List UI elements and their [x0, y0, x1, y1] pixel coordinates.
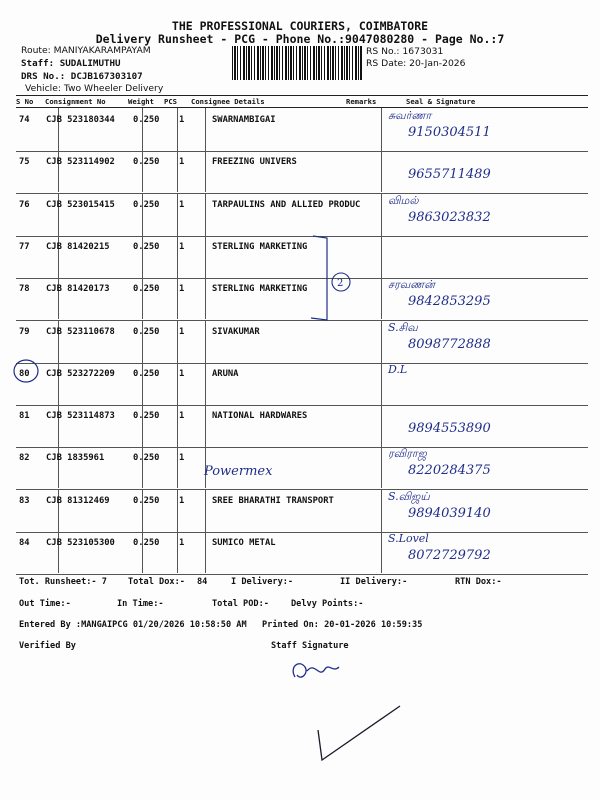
- column-divider: [381, 150, 382, 192]
- row-weight: 0.250: [133, 284, 160, 295]
- bracket-count: 2: [337, 278, 344, 289]
- column-divider: [381, 531, 382, 573]
- table-row: [16, 278, 588, 321]
- i-delivery: I Delivery:-: [231, 577, 294, 587]
- row-phone: 8098772888: [408, 336, 491, 352]
- column-divider: [177, 193, 178, 235]
- row-consignee: FREEZING UNIVERS: [212, 157, 297, 168]
- table-row: [16, 109, 588, 152]
- row-weight: 0.250: [133, 411, 160, 422]
- row-pcs: 1: [179, 284, 185, 295]
- row-consignee: SIVAKUMAR: [212, 326, 260, 337]
- row-weight: 0.250: [133, 453, 160, 464]
- staff-label: Staff: SUDALIMUTHU: [21, 58, 121, 69]
- rs-date-label: RS Date: 20-Jan-2026: [366, 58, 466, 69]
- row-weight: 0.250: [133, 368, 160, 379]
- row-sno: 78: [19, 284, 30, 295]
- column-divider: [381, 489, 382, 531]
- col-weight: Weight: [128, 97, 154, 106]
- barcode: [232, 46, 362, 80]
- row-signature: ரவிராஜ: [388, 447, 427, 461]
- header-bottom-rule: [16, 107, 588, 108]
- column-divider: [177, 489, 178, 531]
- column-divider: [381, 108, 382, 150]
- row-phone: 9894553890: [408, 421, 491, 437]
- row-sno: 82: [19, 453, 30, 464]
- row-pcs: 1: [179, 411, 185, 422]
- row-phone: 9894039140: [408, 505, 491, 521]
- row-weight: 0.250: [133, 157, 160, 168]
- row-sno: 80: [19, 368, 30, 379]
- row-weight: 0.250: [133, 115, 160, 125]
- row-consignee: STERLING MARKETING: [212, 284, 308, 295]
- table-row: [16, 490, 588, 533]
- row-consignment-no: CJB 81312469: [46, 495, 110, 506]
- row-sno: 84: [19, 538, 30, 548]
- column-divider: [205, 362, 206, 404]
- total-dox-value: 84: [197, 577, 208, 587]
- column-divider: [205, 150, 206, 192]
- row-pcs: 1: [179, 453, 185, 464]
- row-consignment-no: CJB 81420215: [46, 241, 110, 252]
- col-consignment: Consignment No: [45, 97, 106, 106]
- row-sno: 79: [19, 326, 30, 337]
- col-pcs: PCS: [164, 97, 177, 106]
- row-weight: 0.250: [133, 538, 160, 548]
- row-pcs: 1: [179, 199, 185, 210]
- rtn-dox: RTN Dox:-: [455, 577, 502, 587]
- row-signature: D.L: [388, 362, 408, 376]
- row-consignment-no: CJB 523110678: [46, 326, 115, 337]
- row-consignee: STERLING MARKETING: [212, 241, 308, 252]
- bracket-mark: [305, 232, 355, 324]
- entered-by: Entered By :MANGAIPCG 01/20/2026 10:58:50 AM: [19, 620, 247, 630]
- row-signature: விமல்: [388, 193, 419, 207]
- table-row: [16, 194, 588, 237]
- column-divider: [205, 489, 206, 531]
- delvy-points: Delvy Points:-: [291, 599, 364, 609]
- row-consignee: NATIONAL HARDWARES: [212, 411, 308, 422]
- row-sno: 83: [19, 495, 30, 506]
- row-consignee: SREE BHARATHI TRANSPORT: [212, 495, 334, 506]
- row-consignment-no: CJB 81420173: [46, 284, 110, 295]
- row-consignment-no: CJB 523015415: [46, 199, 115, 210]
- column-divider: [205, 531, 206, 573]
- drs-label: DRS No.: DCJB167303107: [21, 71, 143, 82]
- rs-no-label: RS No.: 1673031: [366, 46, 444, 57]
- row-80-circle: [12, 358, 42, 384]
- row-consignee: SUMICO METAL: [212, 538, 276, 548]
- company-title: THE PROFESSIONAL COURIERS, COIMBATORE: [171, 19, 429, 33]
- row-phone: 9150304511: [408, 125, 491, 140]
- route-label: Route: MANIYAKARAMPAYAM: [21, 45, 151, 56]
- row-signature: சரவணன்: [388, 278, 435, 292]
- column-divider: [177, 362, 178, 404]
- col-remarks: Remarks: [346, 97, 377, 106]
- column-divider: [177, 108, 178, 150]
- row-pcs: 1: [179, 115, 185, 125]
- row-phone: 8072729792: [408, 548, 491, 563]
- row-pcs: 1: [179, 241, 185, 252]
- header-top-rule: [16, 95, 588, 96]
- table-row: [16, 321, 588, 364]
- column-divider: [177, 235, 178, 277]
- column-divider: [381, 320, 382, 362]
- col-sno: S No: [16, 97, 34, 106]
- row-phone: 9863023832: [408, 209, 491, 225]
- total-pod: Total POD:-: [212, 599, 269, 609]
- row-consignee: SWARNAMBIGAI: [212, 115, 276, 125]
- column-divider: [381, 404, 382, 446]
- row-phone: 9842853295: [408, 294, 491, 310]
- table-row: [16, 532, 588, 575]
- table-row: [16, 151, 588, 194]
- printed-on: Printed On: 20-01-2026 10:59:35: [262, 620, 423, 630]
- col-consignee: Consignee Details: [191, 97, 265, 106]
- table-row: [16, 447, 588, 490]
- out-time: Out Time:-: [19, 599, 71, 609]
- total-dox-label: Total Dox:-: [128, 577, 185, 587]
- vehicle-label: Vehicle: Two Wheeler Delivery: [25, 83, 164, 94]
- verified-by: Verified By: [19, 641, 76, 651]
- row-weight: 0.250: [133, 241, 160, 252]
- column-divider: [205, 108, 206, 150]
- row-phone: 9655711489: [408, 167, 491, 183]
- tick-mark: [310, 700, 410, 770]
- row-pcs: 1: [179, 326, 185, 337]
- row-pcs: 1: [179, 538, 185, 548]
- column-divider: [205, 277, 206, 319]
- row-signature: S.சிவ: [388, 320, 418, 334]
- column-divider: [205, 404, 206, 446]
- column-divider: [177, 531, 178, 573]
- staff-signature-label: Staff Signature: [271, 641, 349, 651]
- table-row: [16, 363, 588, 406]
- row-signature: S.விஜய்: [388, 489, 430, 503]
- row-consignment-no: CJB 523105300: [46, 538, 115, 548]
- ii-delivery: II Delivery:-: [340, 577, 408, 587]
- row-consignee: TARPAULINS AND ALLIED PRODUC: [212, 199, 361, 210]
- row-pcs: 1: [179, 157, 185, 168]
- runsheet-subtitle: Delivery Runsheet - PCG - Phone No.:9047080280 - Page No.:7: [95, 32, 505, 46]
- column-divider: [177, 277, 178, 319]
- row-consignment-no: CJB 1835961: [46, 453, 105, 464]
- row-consignment-no: CJB 523180344: [46, 115, 115, 125]
- row-weight: 0.250: [133, 326, 160, 337]
- row-sno: 75: [19, 157, 30, 168]
- row-consignee: ARUNA: [212, 368, 239, 379]
- column-divider: [381, 235, 382, 277]
- row-pcs: 1: [179, 368, 185, 379]
- col-seal-signature: Seal & Signature: [406, 97, 476, 106]
- column-divider: [381, 362, 382, 404]
- row-sno: 77: [19, 241, 30, 252]
- column-divider: [177, 150, 178, 192]
- staff-signature-scribble: [285, 655, 345, 687]
- table-row: [16, 236, 588, 279]
- row-phone: 8220284375: [408, 463, 491, 479]
- column-divider: [177, 404, 178, 446]
- column-divider: [381, 277, 382, 319]
- row-consignment-no: CJB 523114902: [46, 157, 115, 168]
- handwritten-consignee-note: Powermex: [204, 464, 273, 479]
- row-sno: 74: [19, 115, 30, 125]
- row-sno: 81: [19, 411, 30, 422]
- row-weight: 0.250: [133, 495, 160, 506]
- table-row: [16, 405, 588, 448]
- column-divider: [205, 235, 206, 277]
- row-sno: 76: [19, 199, 30, 210]
- row-consignment-no: CJB 523114873: [46, 411, 115, 422]
- in-time: In Time:-: [117, 599, 164, 609]
- column-divider: [205, 193, 206, 235]
- column-divider: [177, 320, 178, 362]
- row-signature: சுவர்ணா: [388, 109, 432, 122]
- column-divider: [177, 446, 178, 488]
- column-divider: [381, 193, 382, 235]
- tot-runsheet: Tot. Runsheet:- 7: [19, 577, 107, 587]
- row-weight: 0.250: [133, 199, 160, 210]
- row-pcs: 1: [179, 495, 185, 506]
- row-consignment-no: CJB 523272209: [46, 368, 115, 379]
- row-signature: S.Lovel: [388, 532, 429, 545]
- column-divider: [205, 320, 206, 362]
- column-divider: [381, 446, 382, 488]
